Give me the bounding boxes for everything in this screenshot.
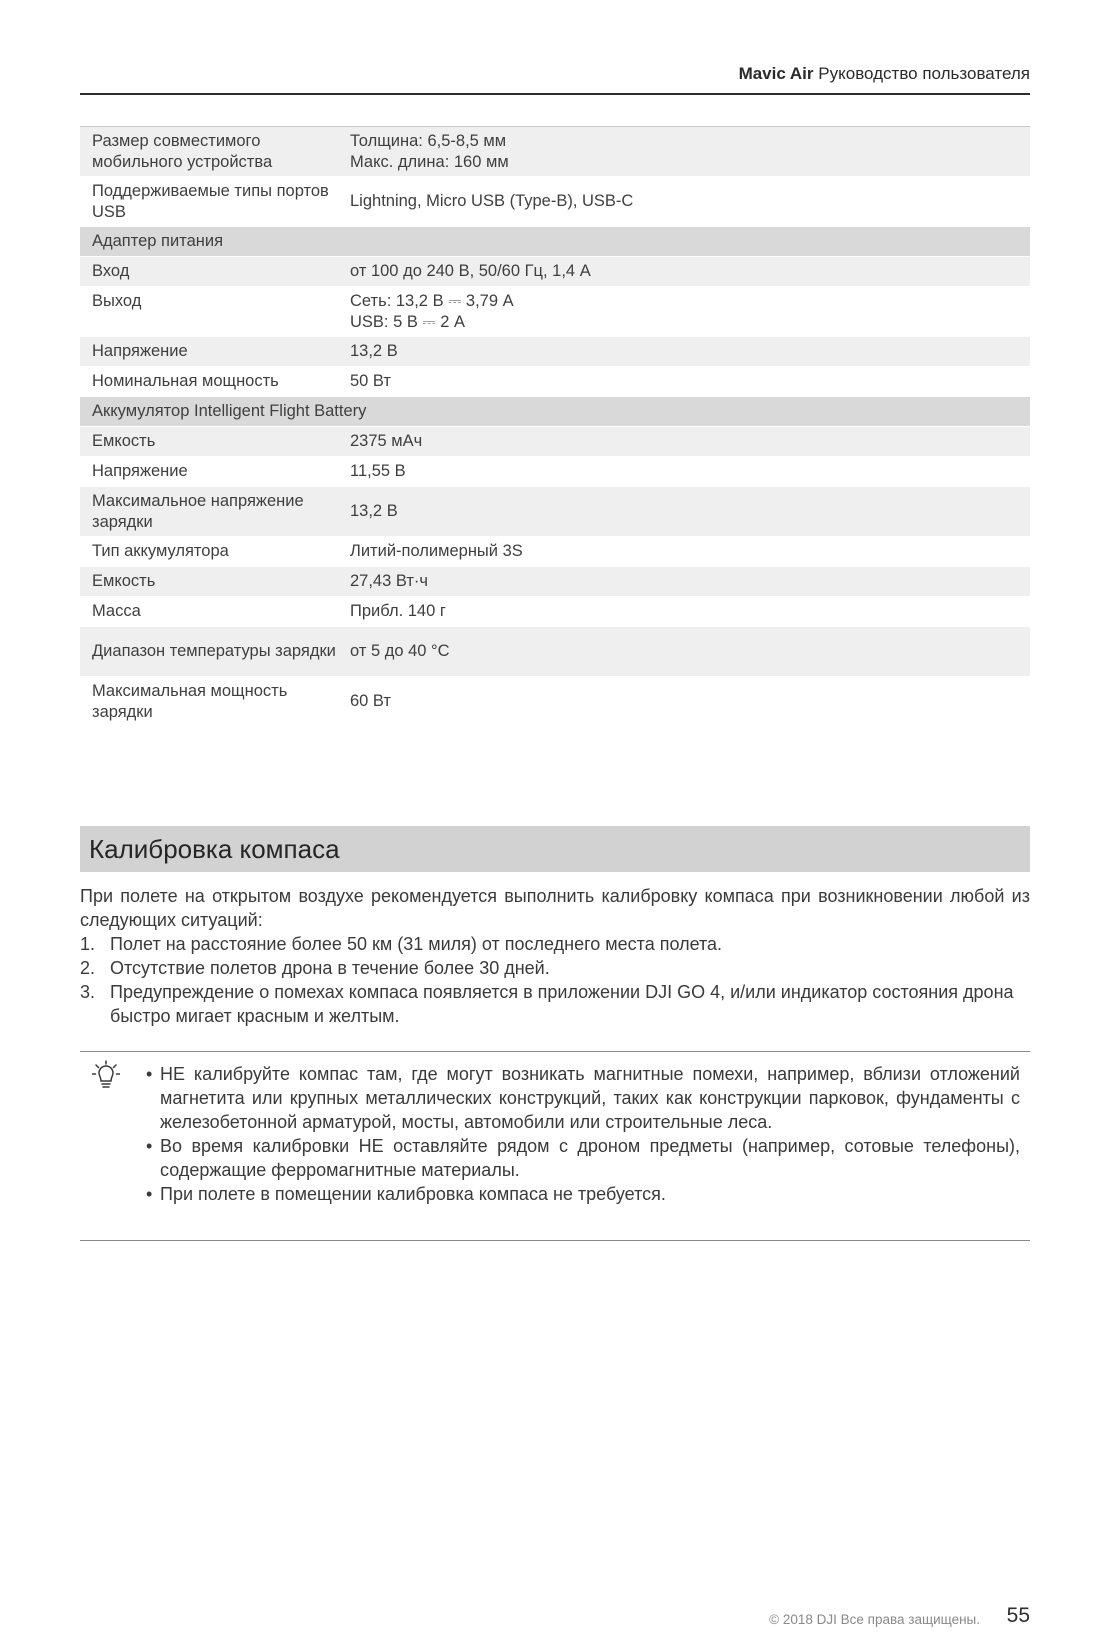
spec-key bbox=[80, 127, 338, 177]
spec-value: Литий-полимерный 3S bbox=[338, 537, 1030, 567]
spec-key: Напряжение bbox=[80, 337, 338, 367]
table-row bbox=[80, 257, 1030, 287]
spec-key: Масса bbox=[80, 597, 338, 627]
note-text: При полете в помещении калибровка компаса не требуется. bbox=[160, 1184, 666, 1204]
spec-value: 13,2 В bbox=[338, 487, 1030, 537]
list-item-text: Отсутствие полетов дрона в течение более 30 дней. bbox=[110, 958, 550, 978]
spec-value: 2375 мАч bbox=[338, 427, 1030, 457]
spec-key: Максимальная мощность зарядки bbox=[80, 677, 338, 727]
list-item bbox=[80, 980, 1030, 1028]
spec-value bbox=[338, 177, 1030, 227]
list-item-text: Полет на расстояние более 50 км (31 миля) от последнего места полета. bbox=[110, 934, 723, 954]
spec-value: 50 Вт bbox=[338, 367, 1030, 397]
situations-list bbox=[80, 932, 1030, 1028]
specs-table bbox=[80, 126, 1030, 727]
note-text: Во время калибровки НЕ оставляйте рядом с дроном предметы (например, сотовые телефоны), содержащие ферромагнитные материалы. bbox=[160, 1136, 1020, 1180]
note-text: НЕ калибруйте компас там, где могут возникать магнитные помехи, например, вблизи отложений магнетита или крупных металлических конструкций, таких как конструкции парковок, фундаменты с железобетонной арматурой, мосты, автомобили или строительные леса. bbox=[160, 1064, 1020, 1132]
spec-value: 13,2 В bbox=[338, 337, 1030, 367]
spec-key: Диапазон температуры зарядки bbox=[80, 627, 338, 677]
lightbulb-icon bbox=[92, 1060, 120, 1090]
spec-value: 60 Вт bbox=[338, 677, 1030, 727]
list-item bbox=[146, 1182, 1020, 1206]
table-row bbox=[80, 287, 1030, 337]
list-item bbox=[80, 932, 1030, 956]
list-item-text: Предупреждение о помехах компаса появляется в приложении DJI GO 4, и/или индикатор состояния дрона быстро мигает красным и желтым. bbox=[110, 982, 1014, 1026]
spec-key: Выход bbox=[80, 287, 338, 337]
header-rule bbox=[80, 93, 1030, 95]
table-row bbox=[80, 127, 1030, 177]
table-row bbox=[80, 457, 1030, 487]
page-header bbox=[80, 64, 1030, 90]
spec-value: от 100 до 240 В, 50/60 Гц, 1,4 А bbox=[338, 257, 1030, 287]
table-section-row bbox=[80, 227, 1030, 257]
spec-value: 11,55 В bbox=[338, 457, 1030, 487]
list-item bbox=[80, 956, 1030, 980]
notes-list bbox=[146, 1062, 1020, 1206]
table-row bbox=[80, 337, 1030, 367]
spec-value: 27,43 Вт·ч bbox=[338, 567, 1030, 597]
spec-key: Максимальное напряжение зарядки bbox=[80, 487, 338, 537]
table-section-row bbox=[80, 397, 1030, 427]
notes-bottom-rule bbox=[80, 1240, 1030, 1241]
table-row bbox=[80, 597, 1030, 627]
spec-key-text: Размер совместимого мобильного устройства bbox=[92, 131, 273, 171]
spec-value-line: Макс. длина: 160 мм bbox=[350, 152, 509, 171]
spec-key: Напряжение bbox=[80, 457, 338, 487]
spec-section-title: Адаптер питания bbox=[80, 227, 1030, 257]
header-brand: Mavic Air bbox=[738, 64, 814, 83]
list-item-number: 3. bbox=[80, 982, 96, 1002]
spec-value-line: Lightning, Micro USB (Type-B), USB-C bbox=[350, 192, 634, 210]
table-row bbox=[80, 677, 1030, 727]
bullet: • bbox=[146, 1064, 153, 1084]
list-item-number: 2. bbox=[80, 958, 96, 978]
page-number: 55 bbox=[1006, 1604, 1030, 1627]
section-heading: Калибровка компаса bbox=[80, 826, 1030, 872]
table-row bbox=[80, 537, 1030, 567]
spec-value bbox=[338, 287, 1030, 337]
spec-key: Номинальная мощность bbox=[80, 367, 338, 397]
list-item bbox=[146, 1134, 1020, 1182]
spec-value-line: USB: 5 В ⎓ 2 А bbox=[350, 312, 465, 331]
bullet: • bbox=[146, 1136, 153, 1156]
spec-key: Емкость bbox=[80, 567, 338, 597]
table-row bbox=[80, 177, 1030, 227]
spec-value bbox=[338, 127, 1030, 177]
list-item-number: 1. bbox=[80, 934, 96, 954]
spec-value-line: Толщина: 6,5-8,5 мм bbox=[350, 131, 507, 150]
spec-key: Вход bbox=[80, 257, 338, 287]
footer-copyright: © 2018 DJI Все права защищены. bbox=[769, 1612, 980, 1627]
spec-key: Тип аккумулятора bbox=[80, 537, 338, 567]
table-row bbox=[80, 427, 1030, 457]
spec-key bbox=[80, 177, 338, 227]
table-row bbox=[80, 367, 1030, 397]
bullet: • bbox=[146, 1184, 153, 1204]
table-row bbox=[80, 627, 1030, 677]
intro-paragraph: При полете на открытом воздухе рекомендуется выполнить калибровку компаса при возникновении любой из следующих ситуаций: bbox=[80, 886, 1030, 930]
list-item bbox=[146, 1062, 1020, 1134]
spec-value: от 5 до 40 °C bbox=[338, 627, 1030, 677]
table-row bbox=[80, 567, 1030, 597]
spec-key: Емкость bbox=[80, 427, 338, 457]
spec-value: Прибл. 140 г bbox=[338, 597, 1030, 627]
spec-value-line: Сеть: 13,2 В ⎓ 3,79 А bbox=[350, 291, 514, 310]
notes-top-rule bbox=[80, 1051, 1030, 1052]
spec-key-text: Поддерживаемые типы портов USB bbox=[92, 181, 329, 221]
table-row bbox=[80, 487, 1030, 537]
header-title: Руководство пользователя bbox=[818, 64, 1030, 83]
spec-section-title: Аккумулятор Intelligent Flight Battery bbox=[80, 397, 1030, 427]
